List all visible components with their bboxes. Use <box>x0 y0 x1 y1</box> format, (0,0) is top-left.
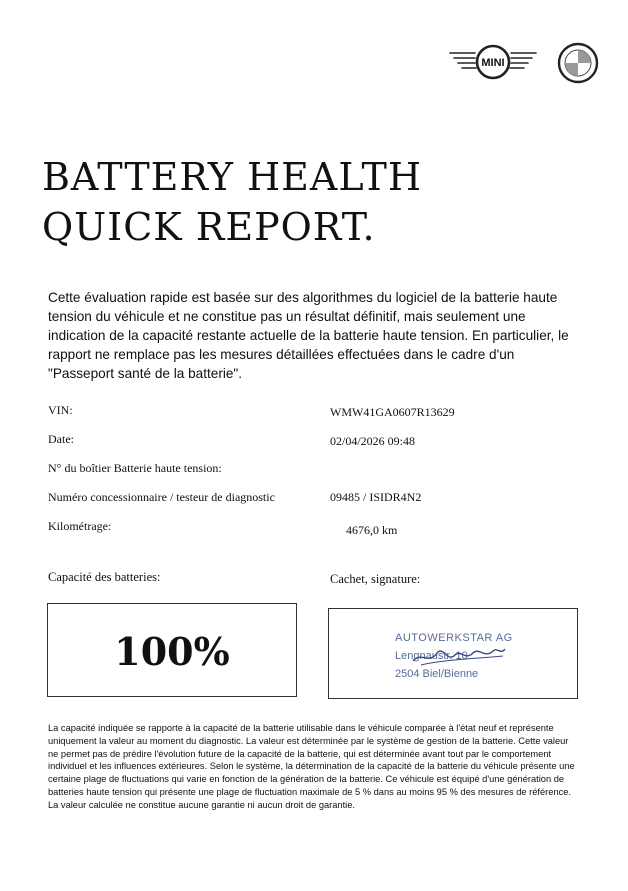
stamp-line-2: Lengnaustr. 10 <box>395 650 468 662</box>
vin-value: WMW41GA0607R13629 <box>330 405 455 419</box>
title-line-1: BATTERY HEALTH <box>42 155 422 199</box>
capacity-label: Capacité des batteries: <box>48 570 161 584</box>
mini-logo-text: MINI <box>481 57 505 69</box>
title-line-2: QUICK REPORT. <box>42 205 376 249</box>
report-title <box>42 152 422 252</box>
capacity-box <box>47 603 297 697</box>
capacity-value: 100% <box>114 629 230 674</box>
dealer-value: 09485 / ISIDR4N2 <box>330 490 422 504</box>
date-label: Date: <box>48 432 74 446</box>
mini-logo <box>448 44 538 82</box>
battery-box-label: N° du boîtier Batterie haute tension: <box>48 461 222 475</box>
mileage-value: 4676,0 km <box>346 523 398 537</box>
bmw-logo <box>557 42 599 84</box>
vin-label: VIN: <box>48 403 73 417</box>
stamp-line-3: 2504 Biel/Bienne <box>395 668 479 680</box>
date-value: 02/04/2026 09:48 <box>330 434 416 448</box>
dealer-stamp <box>391 627 521 687</box>
signature-label: Cachet, signature: <box>330 572 421 586</box>
stamp-line-1: AUTOWERKSTAR AG <box>395 632 513 644</box>
intro-paragraph: Cette évaluation rapide est basée sur des algorithmes du logiciel de la batterie haute tension du véhicule et ne constitue pas un résultat définitif, mais seulement une indication de la capacité restante actuelle de la batterie haute tension. En particulier, le rapport ne remplace pas les mesures détaillées effectuées dans le cadre d'un "Passeport santé de la batterie". <box>48 290 569 381</box>
dealer-label: Numéro concessionnaire / testeur de diagnostic <box>48 490 275 504</box>
signature-box <box>328 608 578 699</box>
disclaimer-paragraph: La capacité indiquée se rapporte à la capacité de la batterie utilisable dans le véhicule comparée à l'état neuf et représente uniquement la valeur au moment du diagnostic. La valeur est déterminée par le système de gestion de la batterie. Cette valeur ne permet pas de prédire l'évolution future de la capacité de la batterie, qui est déterminée avant tout par le comportement individuel et les influences extérieures. Selon le système, la détermination de la capacité de la batterie du véhicule présente une certaine plage de fluctuations qui varie en fonction de la génération de la batterie. Ce véhicule est équipé d'une génération de batteries haute tension qui présente une plage de fluctuation maximale de 5 % dans au moins 95 % des mesures de référence. La valeur calculée ne constitue aucune garantie ni aucun droit de garantie. <box>48 723 575 810</box>
mileage-label: Kilométrage: <box>48 519 112 533</box>
